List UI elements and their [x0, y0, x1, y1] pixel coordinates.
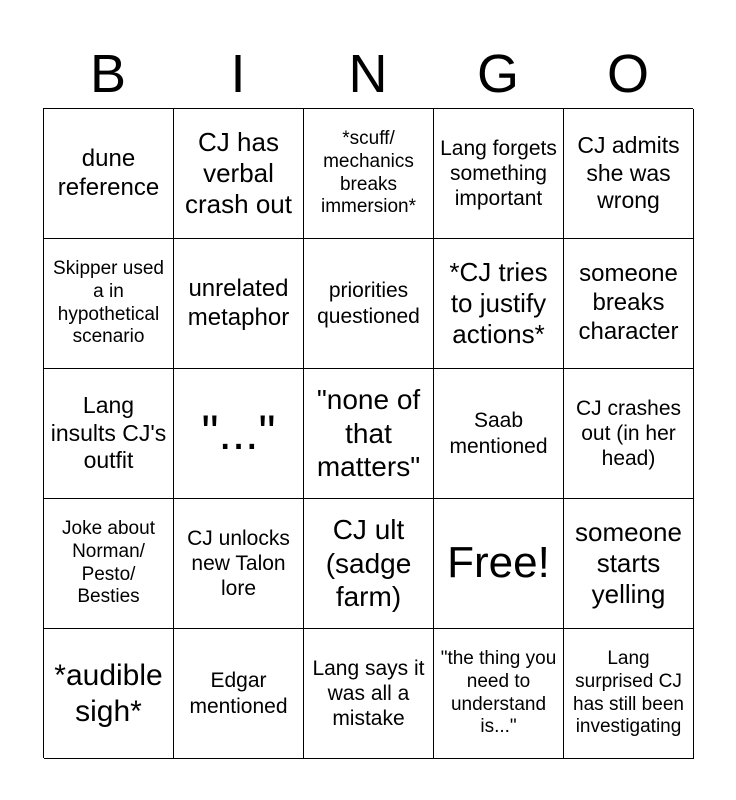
- bingo-cell-r3-c5[interactable]: CJ crashes out (in her head): [564, 369, 694, 499]
- bingo-cell-r2-c2[interactable]: unrelated metaphor: [174, 239, 304, 369]
- bingo-cell-r3-c1[interactable]: Lang insults CJ's outfit: [44, 369, 174, 499]
- bingo-board: [43, 108, 693, 758]
- bingo-cell-r1-c3[interactable]: *scuff/ mechanics breaks immersion*: [304, 109, 434, 239]
- header-letter-n: N: [348, 44, 388, 104]
- bingo-cell-r2-c5[interactable]: someone breaks character: [564, 239, 694, 369]
- bingo-cell-r2-c4[interactable]: *CJ tries to justify actions*: [434, 239, 564, 369]
- header-letter-b: B: [89, 44, 127, 104]
- bingo-cell-r4-c5[interactable]: someone starts yelling: [564, 499, 694, 629]
- bingo-cell-r2-c3[interactable]: priorities questioned: [304, 239, 434, 369]
- bingo-cell-r5-c1[interactable]: *audible sigh*: [44, 629, 174, 759]
- bingo-cell-free[interactable]: Free!: [434, 499, 564, 629]
- bingo-cell-r4-c3[interactable]: CJ ult (sadge farm): [304, 499, 434, 629]
- bingo-cell-r3-c4[interactable]: Saab mentioned: [434, 369, 564, 499]
- bingo-cell-r4-c2[interactable]: CJ unlocks new Talon lore: [174, 499, 304, 629]
- bingo-header: [43, 40, 693, 108]
- bingo-cell-r2-c1[interactable]: Skipper used a in hypothetical scenario: [44, 239, 174, 369]
- bingo-cell-r5-c4[interactable]: "the thing you need to understand is...": [434, 629, 564, 759]
- bingo-cell-r1-c2[interactable]: CJ has verbal crash out: [174, 109, 304, 239]
- bingo-cell-r1-c4[interactable]: Lang forgets something important: [434, 109, 564, 239]
- bingo-cell-r5-c3[interactable]: Lang says it was all a mistake: [304, 629, 434, 759]
- bingo-cell-r1-c1[interactable]: dune reference: [44, 109, 174, 239]
- header-letter-i: I: [230, 44, 246, 104]
- bingo-cell-r5-c2[interactable]: Edgar mentioned: [174, 629, 304, 759]
- bingo-cell-r1-c5[interactable]: CJ admits she was wrong: [564, 109, 694, 239]
- bingo-cell-r5-c5[interactable]: Lang surprised CJ has still been investigating: [564, 629, 694, 759]
- header-letter-g: G: [476, 44, 519, 104]
- header-letter-o: O: [606, 44, 649, 104]
- bingo-cell-r3-c3[interactable]: "none of that matters": [304, 369, 434, 499]
- bingo-cell-r3-c2[interactable]: "...": [174, 369, 304, 499]
- bingo-cell-r4-c1[interactable]: Joke about Norman/ Pesto/ Besties: [44, 499, 174, 629]
